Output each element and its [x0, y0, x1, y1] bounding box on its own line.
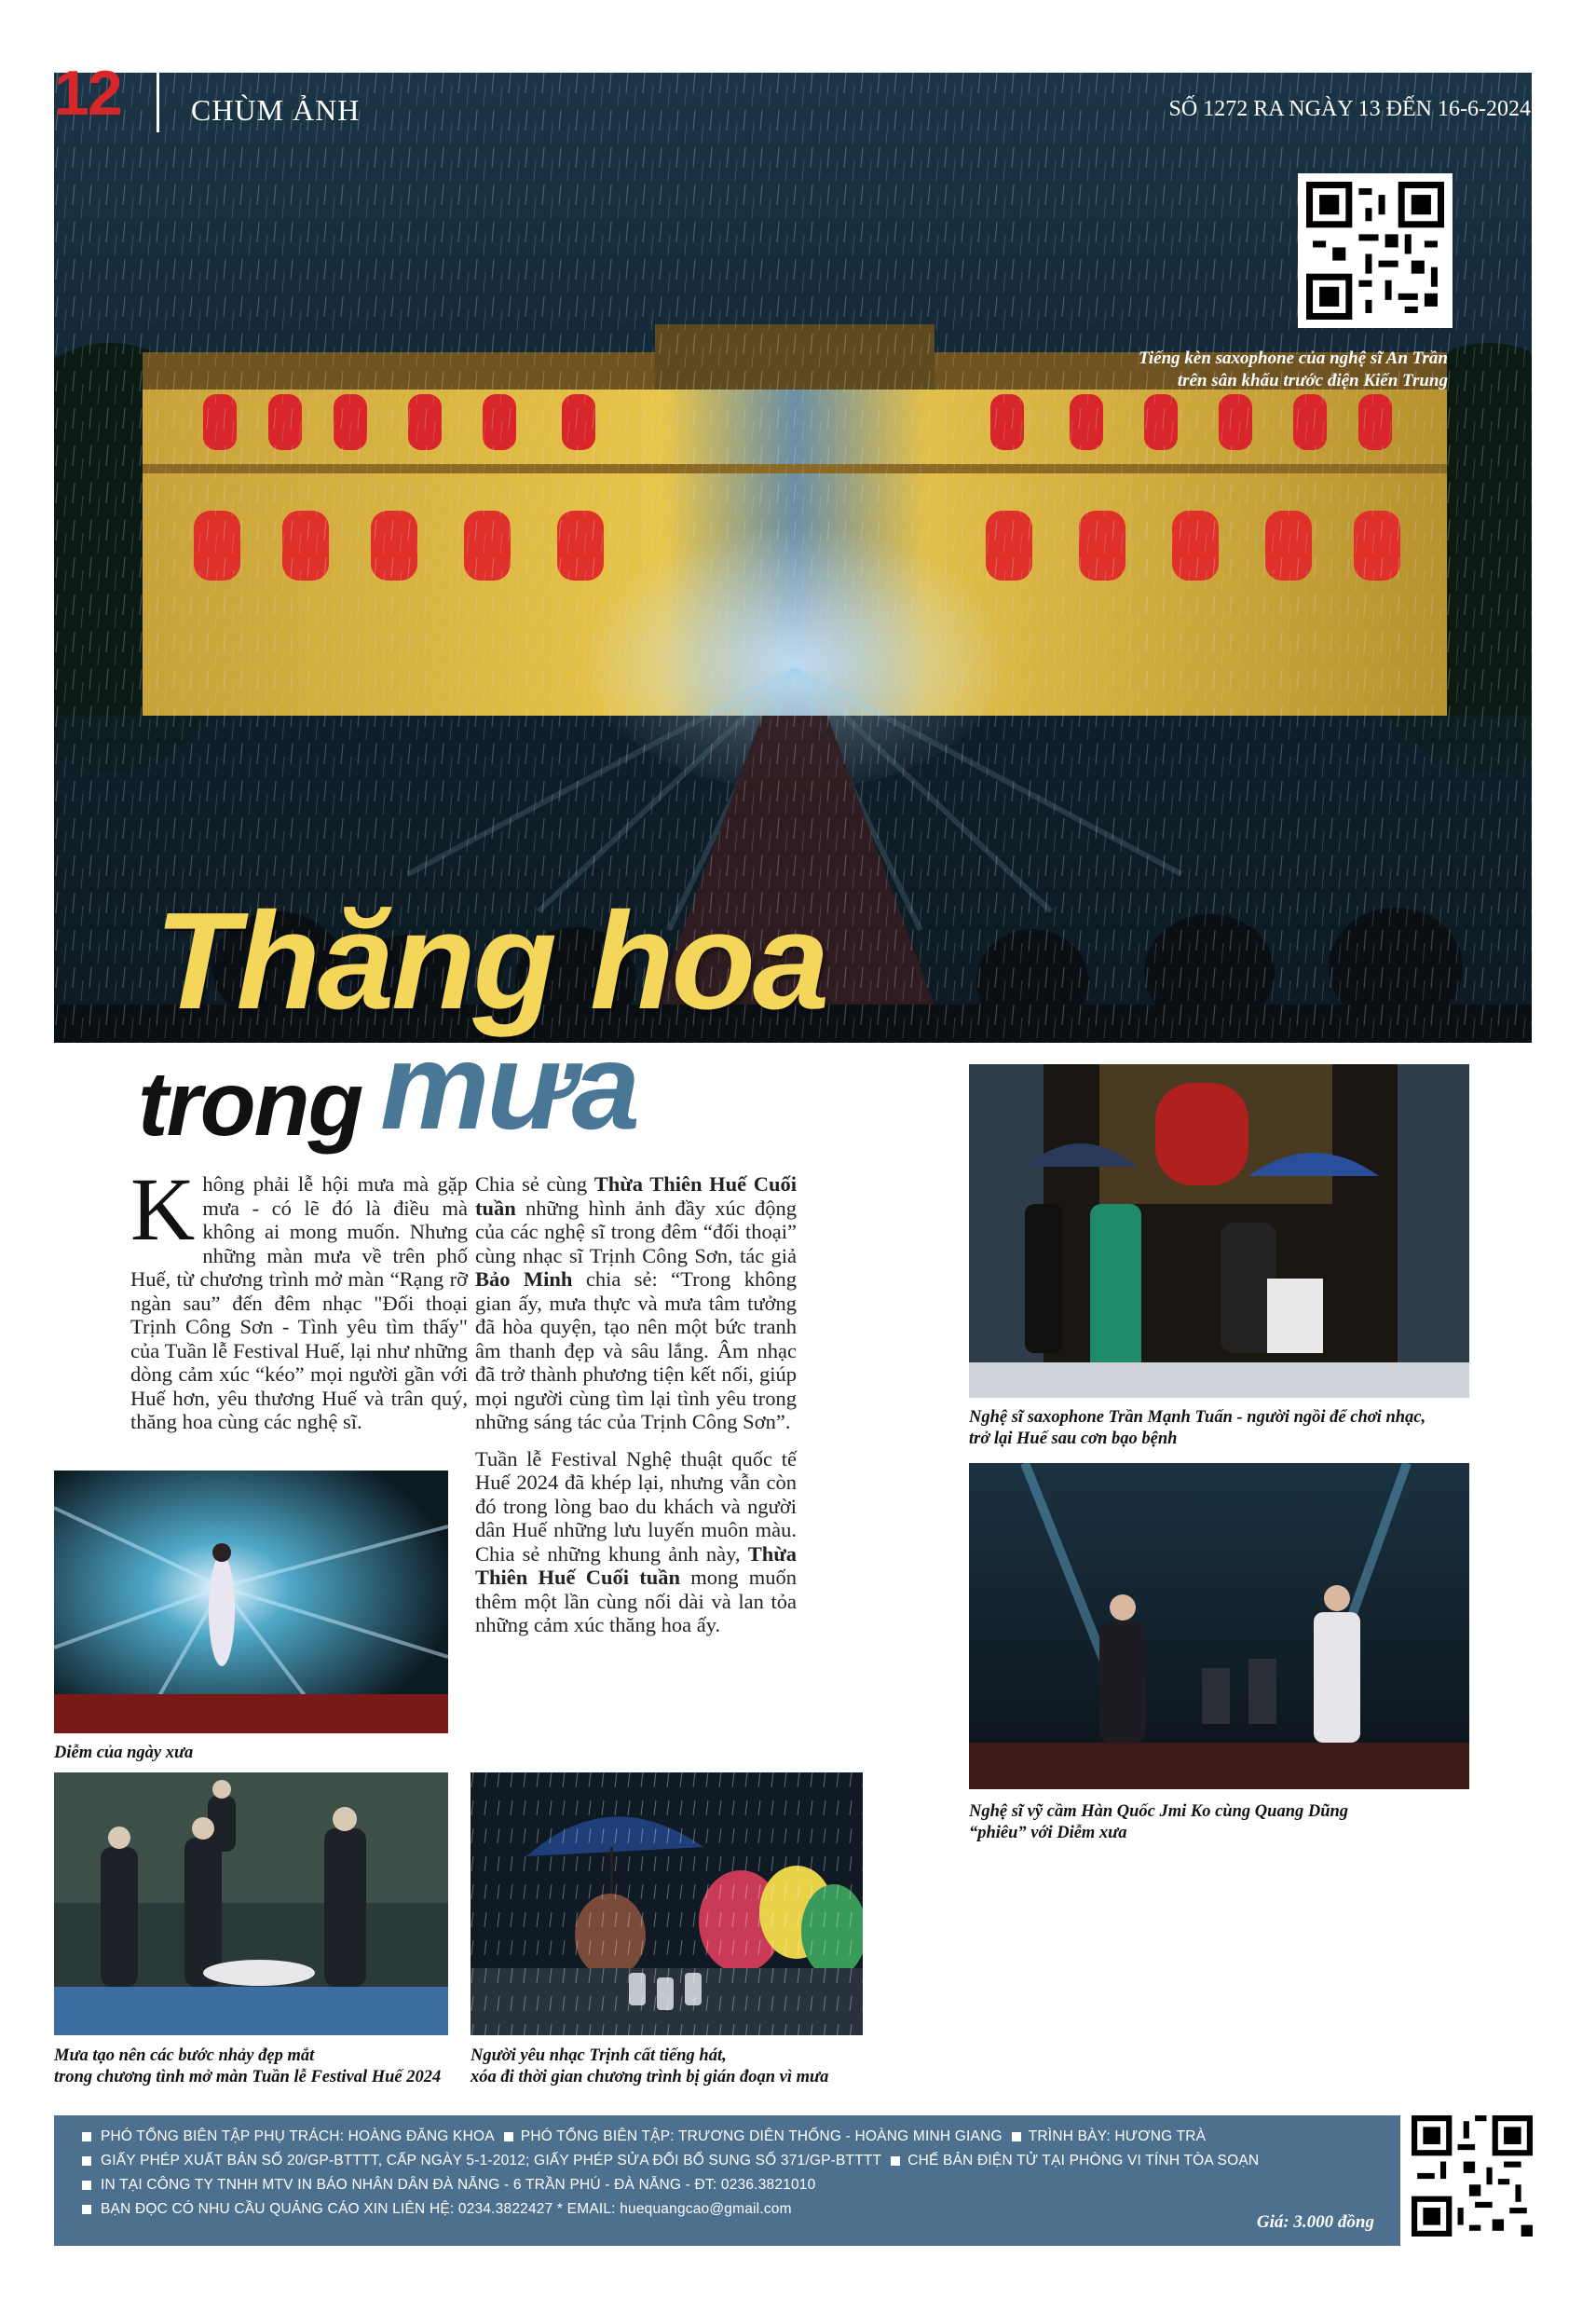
caption-violin-line2: “phiêu” với Diễm xưa — [969, 1824, 1127, 1842]
issue-info: SỐ 1272 RA NGÀY 13 ĐẾN 16-6-2024 — [1168, 97, 1531, 121]
qr-code-icon — [1412, 2115, 1533, 2237]
headline-line2a: trong — [138, 1052, 362, 1155]
photo-violin-illustration — [969, 1463, 1469, 1789]
caption-diem: Diễm của ngày xưa — [54, 1744, 194, 1762]
article-column-2 — [475, 1172, 797, 1637]
bullet-square-icon — [82, 2205, 91, 2214]
photo-saxophone-illustration — [969, 1064, 1469, 1398]
footer-line-3 — [82, 2177, 815, 2194]
qr-code[interactable] — [1298, 173, 1453, 328]
footer-line-4 — [82, 2201, 792, 2218]
p2-text-c: những hình ảnh đầy xúc động của các nghệ sĩ trong đêm “đối thoại” cùng nhạc sĩ Trịnh Công Sơn, tác giả — [475, 1196, 797, 1267]
headline-line2b: mưa — [380, 1018, 638, 1155]
page-number: 12 — [54, 58, 121, 129]
bullet-square-icon — [504, 2132, 513, 2141]
caption-saxophone-line2: trở lại Huế sau cơn bạo bệnh — [969, 1430, 1178, 1448]
footer-label-deputy-editors: PHÓ TỔNG BIÊN TẬP: — [520, 2128, 678, 2144]
p2-text-e: chia sẻ: “Trong không gian ấy, mưa thực và mưa tâm tưởng đã hòa quyện, tạo nên một bức tranh âm thanh đẹp và sâu lắng. Âm nhạc đã trở thành phương tiện kết nối, giúp mọi người cùng tìm lại tình yêu trong những sáng tác của Trịnh Công Sơn”. — [475, 1267, 797, 1433]
photo-diem-illustration — [54, 1471, 448, 1733]
photo-dancers-illustration — [54, 1772, 448, 2035]
footer-license: GIẤY PHÉP XUẤT BẢN SỐ 20/GP-BTTTT, CẤP NGÀY 5-1-2012; GIẤY PHÉP SỬA ĐỔI BỔ SUNG SỐ 371/GP-BTTTT — [101, 2153, 882, 2168]
caption-dancers-line2: trong chương tình mở màn Tuần lễ Festival Huế 2024 — [54, 2068, 442, 2086]
footer-value-deputy-editors: TRƯƠNG DIÊN THỐNG - HOÀNG MINH GIANG — [677, 2128, 1003, 2144]
footer-credits — [54, 2115, 1400, 2246]
bullet-square-icon — [891, 2156, 900, 2166]
p3-text-a: Tuần lễ Festival Nghệ thuật quốc tế Huế 2024 đã khép lại, nhưng vẫn còn đó trong lòng bao du khách và người dân Huế những lưu luyến muôn màu. Chia sẻ những khung ảnh này, — [475, 1446, 797, 1566]
photo-dancers — [54, 1772, 448, 2035]
caption-fans-line1: Người yêu nhạc Trịnh cất tiếng hát, — [471, 2046, 727, 2065]
caption-dancers — [54, 2045, 441, 2088]
caption-fans — [471, 2045, 828, 2088]
caption-violin-line1: Nghệ sĩ vỹ cầm Hàn Quốc Jmi Ko cùng Quang Dũng — [969, 1802, 1349, 1821]
bullet-square-icon — [1012, 2132, 1021, 2141]
drop-cap: K — [130, 1159, 196, 1259]
photo-violin — [969, 1463, 1469, 1789]
hero-photo — [54, 73, 1532, 1043]
article-paragraph-1-text: hông phải lễ hội mưa mà gặp mưa - có lẽ đó là điều mà không ai mong muốn. Nhưng những màn mưa về trên phố Huế, từ chương trình mở màn “Rạng rỡ ngàn sau” đến đêm nhạc "Đối thoại Trịnh Công Sơn - Tình yêu tìm thấy" của Tuần lễ Festival Huế, lại như những dòng cảm xúc “kéo” mọi người gần với Huế hơn, yêu thương Huế và trân quý, thăng hoa cùng các nghệ sĩ. — [130, 1172, 468, 1433]
p2-text-a: Chia sẻ cùng — [475, 1172, 594, 1196]
footer-label-layout: TRÌNH BÀY: — [1028, 2128, 1115, 2144]
caption-dancers-line1: Mưa tạo nên các bước nhảy đẹp mắt — [54, 2046, 315, 2065]
hero-caption-line2: trên sân khấu trước điện Kiến Trung — [1177, 370, 1448, 390]
footer-line-2 — [82, 2153, 1259, 2169]
price-label: Giá: 3.000 đồng — [1256, 2212, 1374, 2232]
footer-line-1 — [82, 2128, 1206, 2145]
article-paragraph-2 — [475, 1172, 797, 1434]
footer-value-editor-in-charge: HOÀNG ĐĂNG KHOA — [348, 2128, 495, 2144]
article-column-1 — [130, 1159, 468, 1434]
photo-diem — [54, 1471, 448, 1733]
caption-fans-line2: xóa đi thời gian chương trình bị gián đoạn vì mưa — [471, 2068, 829, 2086]
hero-caption — [1139, 348, 1448, 392]
photo-fans-illustration — [471, 1772, 863, 2035]
bullet-square-icon — [82, 2156, 91, 2166]
footer-qr-code[interactable] — [1412, 2115, 1533, 2237]
p3-publication-name: Thừa Thiên Huế Cuối tuần — [475, 1541, 797, 1589]
photo-fans-in-rain — [471, 1772, 863, 2035]
p2-publication-name: Thừa Thiên Huế Cuối tuần — [475, 1172, 797, 1220]
qr-code-icon — [1306, 182, 1444, 320]
hero-caption-line1: Tiếng kèn saxophone của nghệ sĩ An Trần — [1138, 349, 1448, 368]
section-title: CHÙM ẢNH — [191, 93, 361, 127]
p2-author-name: Bảo Minh — [475, 1267, 573, 1291]
headline-line1: Thăng hoa — [155, 884, 827, 1038]
footer-prepress: CHẾ BẢN ĐIỆN TỬ TẠI PHÒNG VI TÍNH TÒA SOẠN — [907, 2153, 1260, 2168]
footer-printer: IN TẠI CÔNG TY TNHH MTV IN BÁO NHÂN DÂN ĐÀ NẴNG - 6 TRẦN PHÚ - ĐÀ NẴNG - ĐT: 0236.3821010 — [101, 2177, 816, 2193]
caption-saxophone — [969, 1407, 1425, 1450]
footer-advertising-contact: BẠN ĐỌC CÓ NHU CẦU QUẢNG CÁO XIN LIÊN HỆ: 0234.3822427 * EMAIL: huequangcao@gmail.com — [101, 2201, 792, 2217]
p3-text-c: mong muốn thêm một lần cùng nối dài và lan tỏa những cảm xúc thăng hoa ấy. — [475, 1566, 797, 1636]
bullet-square-icon — [82, 2181, 91, 2190]
footer-label-editor-in-charge: PHÓ TỔNG BIÊN TẬP PHỤ TRÁCH: — [101, 2128, 348, 2144]
caption-saxophone-line1: Nghệ sĩ saxophone Trần Mạnh Tuấn - người ngồi để chơi nhạc, — [969, 1408, 1426, 1427]
caption-violin — [969, 1801, 1348, 1844]
article-paragraph-1 — [130, 1159, 468, 1434]
photo-saxophone — [969, 1064, 1469, 1398]
header-divider — [157, 67, 159, 132]
article-paragraph-3 — [475, 1447, 797, 1637]
bullet-square-icon — [82, 2132, 91, 2141]
footer-value-layout: HƯƠNG TRÀ — [1114, 2128, 1207, 2144]
